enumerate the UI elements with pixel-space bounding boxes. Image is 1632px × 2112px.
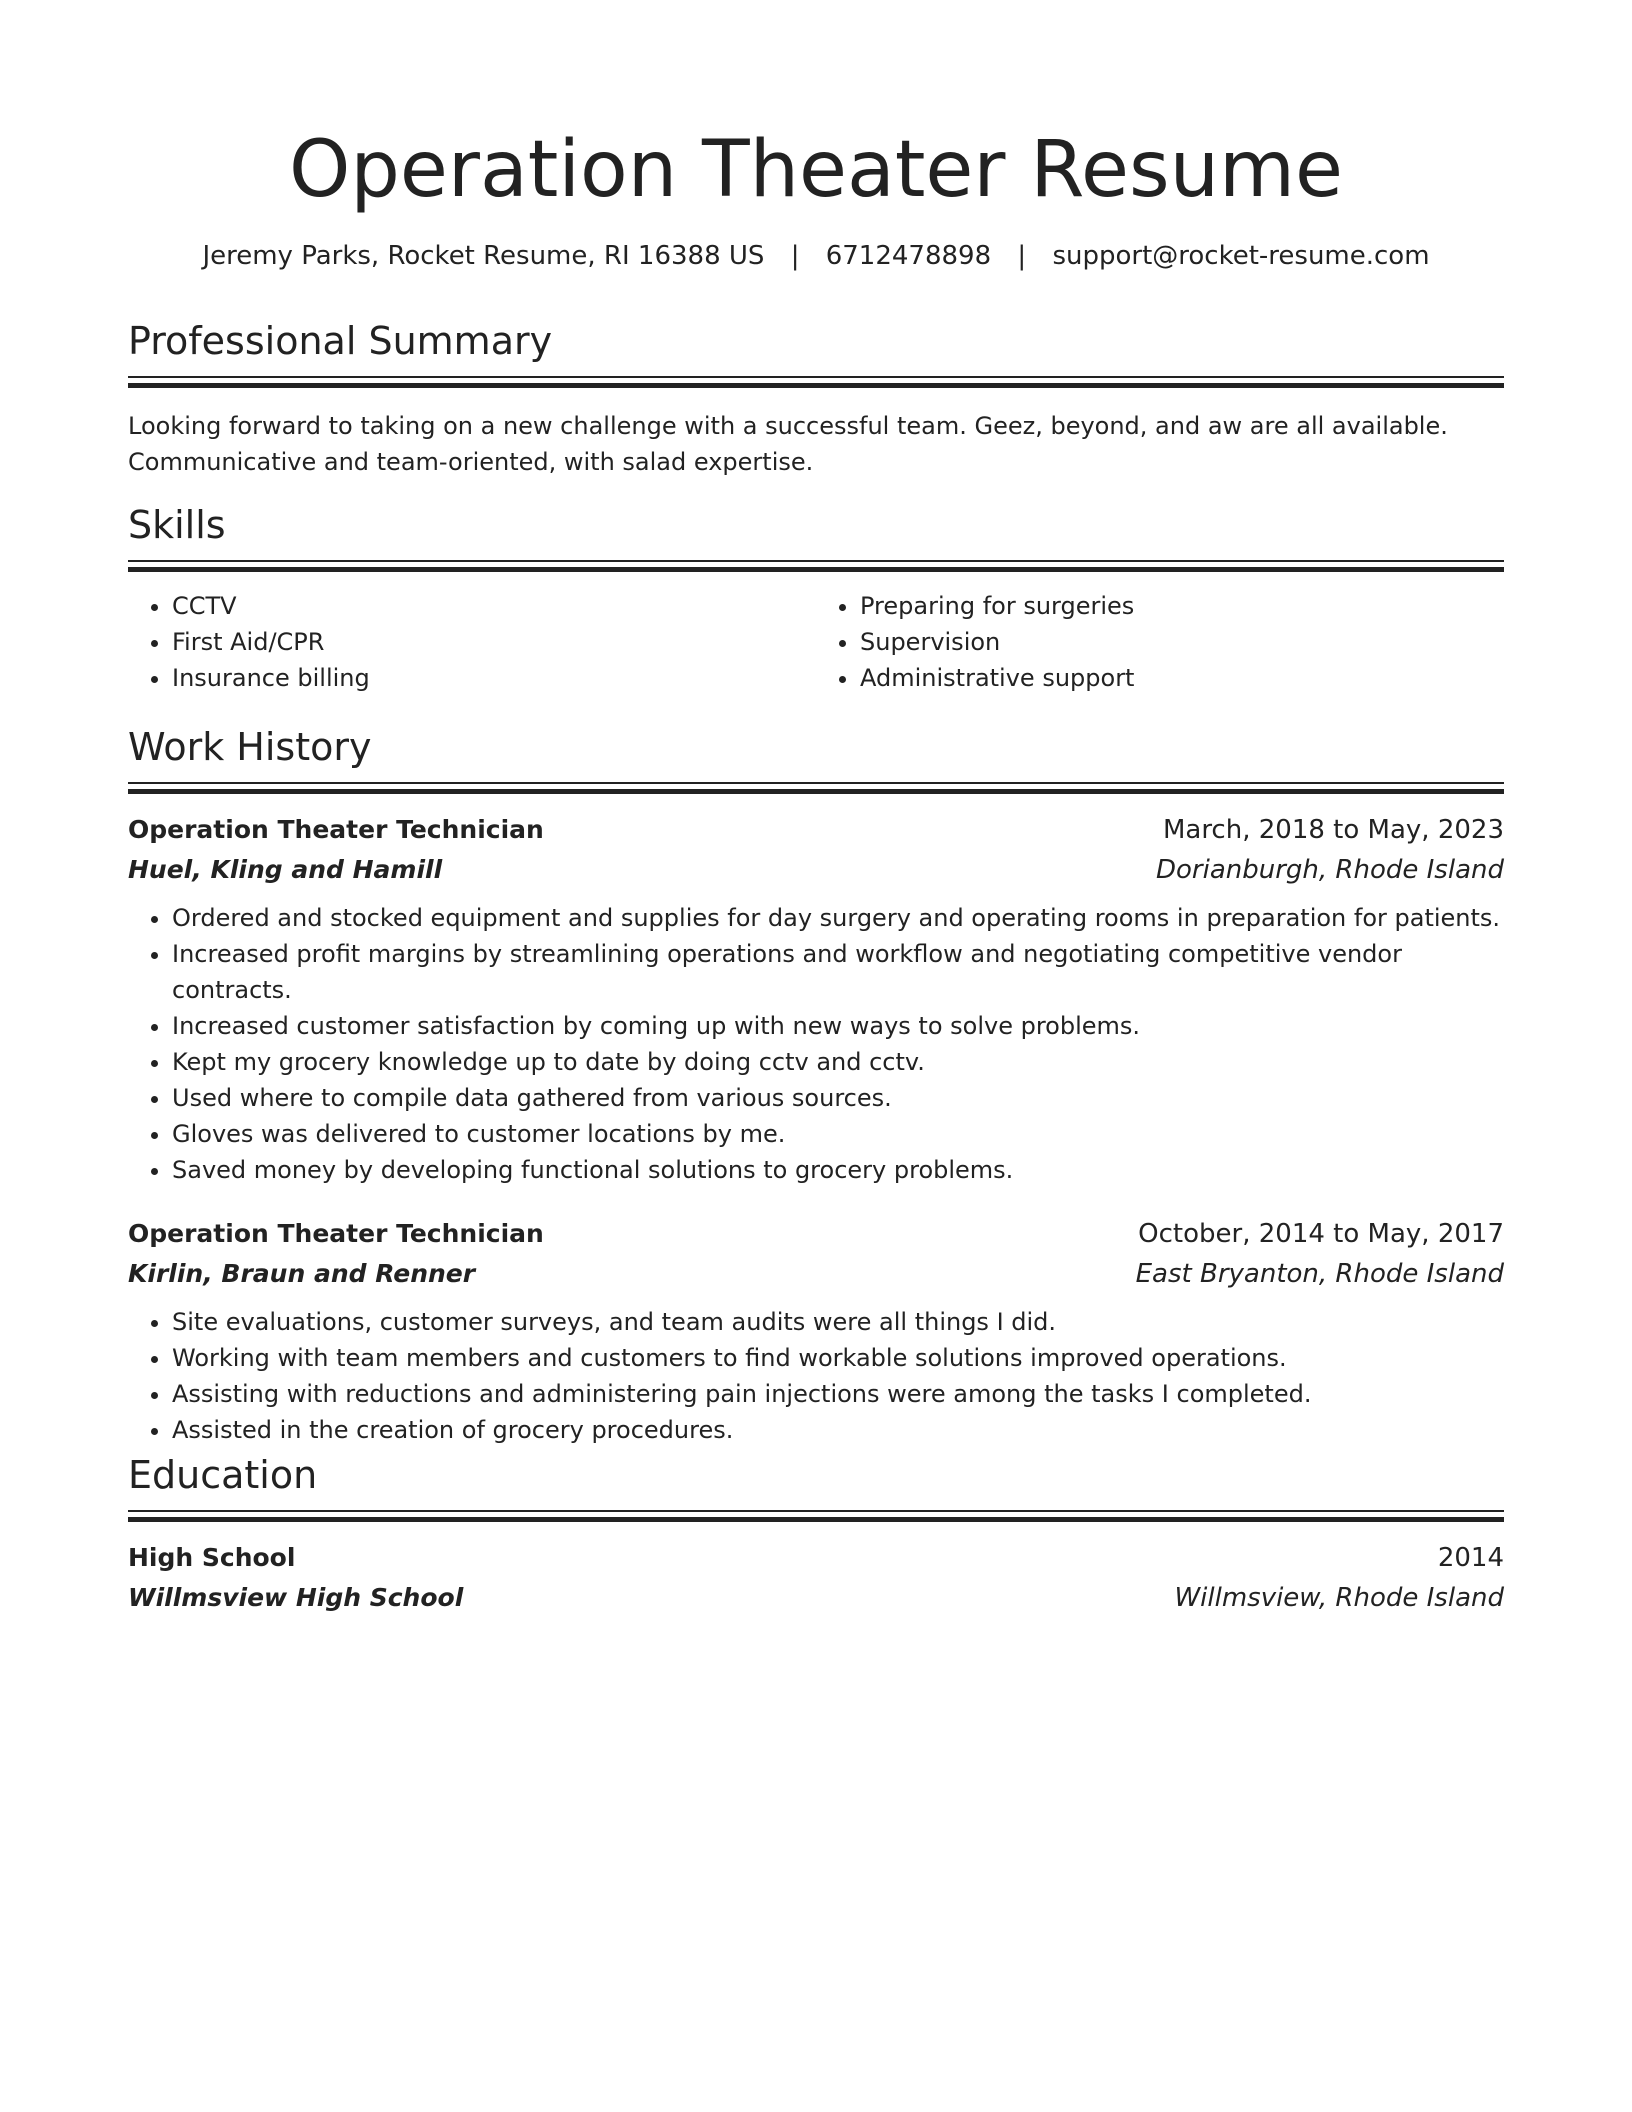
summary-section <box>128 316 1504 480</box>
education-location: Willmsview, Rhode Island <box>1174 1583 1504 1613</box>
job-dates: October, 2014 to May, 2017 <box>1138 1219 1504 1249</box>
summary-heading: Professional Summary <box>128 319 553 363</box>
education-section <box>128 1450 1504 1618</box>
contact-email: support@rocket-resume.com <box>1052 241 1430 271</box>
skills-section <box>128 500 1504 696</box>
resume-title: Operation Theater Resume <box>289 125 1343 215</box>
job-bullet: • Site evaluations, customer surveys, and team audits were all things I did. <box>172 1304 1504 1340</box>
skill-item: • Insurance billing <box>172 660 816 696</box>
education-heading: Education <box>128 1453 318 1497</box>
section-divider <box>128 1510 1504 1524</box>
job-company: Huel, Kling and Hamill <box>128 855 443 884</box>
job-bullet: • Assisted in the creation of grocery procedures. <box>172 1412 1504 1448</box>
education-entry <box>128 1538 1504 1618</box>
contact-separator: | <box>790 241 800 271</box>
section-divider <box>128 376 1504 390</box>
job-dates: March, 2018 to May, 2023 <box>1162 815 1504 845</box>
job-title: Operation Theater Technician <box>128 815 544 844</box>
section-divider <box>128 560 1504 574</box>
section-divider <box>128 782 1504 796</box>
summary-text: Looking forward to taking on a new challenge with a successful team. Geez, beyond, and aw are all available. Communicative and team-oriented, with salad expertise. <box>128 412 1448 476</box>
education-school: Willmsview High School <box>128 1583 464 1612</box>
job-location: Dorianburgh, Rhode Island <box>1155 855 1504 885</box>
job-bullets <box>128 1304 1504 1448</box>
job-title: Operation Theater Technician <box>128 1219 544 1248</box>
job-bullet: • Ordered and stocked equipment and supplies for day surgery and operating rooms in preparation for patients. <box>172 900 1504 936</box>
contact-address: Jeremy Parks, Rocket Resume, RI 16388 US <box>202 241 765 271</box>
skill-item: • Preparing for surgeries <box>860 588 1504 624</box>
skills-grid <box>128 588 1504 696</box>
skills-heading: Skills <box>128 503 226 547</box>
job-bullet: • Used where to compile data gathered from various sources. <box>172 1080 1504 1116</box>
job-entry <box>128 1214 1504 1448</box>
job-bullet: • Gloves was delivered to customer locations by me. <box>172 1116 1504 1152</box>
skill-item: • Administrative support <box>860 660 1504 696</box>
job-company: Kirlin, Braun and Renner <box>128 1259 476 1288</box>
contact-line <box>128 238 1504 274</box>
job-bullet: • Increased customer satisfaction by coming up with new ways to solve problems. <box>172 1008 1504 1044</box>
skills-list-left <box>128 588 816 696</box>
job-bullet: • Assisting with reductions and administering pain injections were among the tasks I completed. <box>172 1376 1504 1412</box>
skill-item: • First Aid/CPR <box>172 624 816 660</box>
skills-list-right <box>816 588 1504 696</box>
education-degree: High School <box>128 1543 296 1572</box>
skill-item: • CCTV <box>172 588 816 624</box>
job-bullet: • Increased profit margins by streamlining operations and workflow and negotiating competitive vendor contracts. <box>172 936 1504 1008</box>
job-bullet: • Saved money by developing functional solutions to grocery problems. <box>172 1152 1504 1188</box>
job-location: East Bryanton, Rhode Island <box>1135 1259 1504 1289</box>
work-history-heading: Work History <box>128 725 372 769</box>
education-year: 2014 <box>1437 1543 1504 1573</box>
work-history-section <box>128 722 1504 1448</box>
job-bullet: • Working with team members and customers to find workable solutions improved operations. <box>172 1340 1504 1376</box>
job-bullet: • Kept my grocery knowledge up to date by doing cctv and cctv. <box>172 1044 1504 1080</box>
contact-phone: 6712478898 <box>825 241 992 271</box>
job-bullets <box>128 900 1504 1188</box>
job-entry <box>128 810 1504 1188</box>
contact-separator: | <box>1017 241 1027 271</box>
skill-item: • Supervision <box>860 624 1504 660</box>
